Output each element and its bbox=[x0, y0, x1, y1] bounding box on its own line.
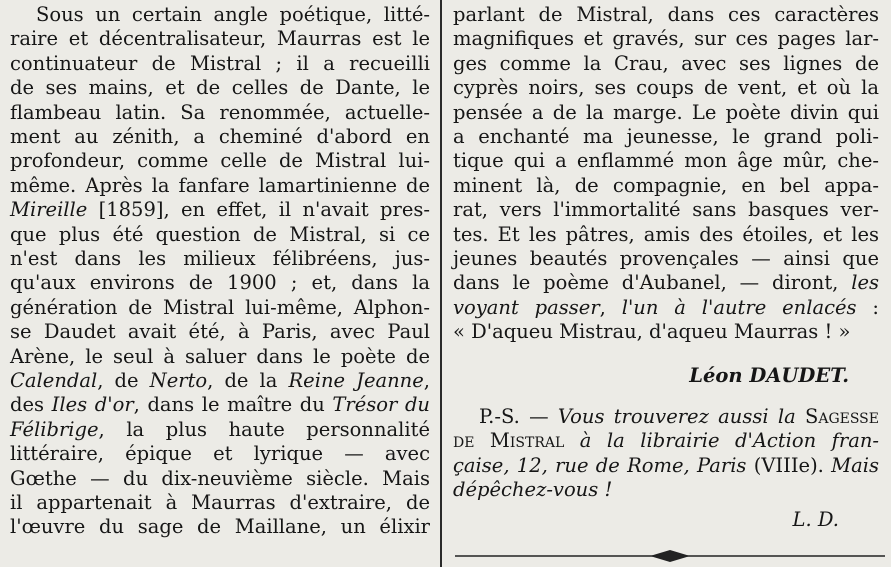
paragraph-line bbox=[453, 223, 879, 247]
postscript-line bbox=[453, 454, 879, 478]
paragraph-line bbox=[10, 491, 430, 515]
paragraph-line bbox=[10, 101, 430, 125]
text-segment: minent là, de compagnie, en bel appa- bbox=[453, 173, 879, 197]
paragraph-line bbox=[10, 76, 430, 100]
ornamental-rule bbox=[455, 548, 885, 564]
paragraph-line bbox=[453, 174, 879, 198]
text-segment: de Mistral bbox=[453, 429, 565, 453]
paragraph-line bbox=[10, 125, 430, 149]
text-segment: tique qui a enflammé mon âge mûr, che- bbox=[453, 149, 879, 173]
text-segment: , bbox=[599, 295, 622, 319]
text-segment: voyant passer bbox=[453, 295, 600, 319]
paragraph-line bbox=[453, 76, 879, 100]
paragraph-line bbox=[10, 271, 430, 295]
text-segment: Trésor du bbox=[332, 393, 430, 417]
text-segment: continuateur de Mistral ; il a recueilli bbox=[10, 51, 430, 75]
signature: Léon DAUDET. bbox=[689, 364, 849, 387]
paragraph-line bbox=[10, 149, 430, 173]
text-segment: Sagesse bbox=[804, 405, 879, 428]
paragraph-line bbox=[453, 320, 879, 344]
text-segment: jeunes beautés provençales — ainsi que bbox=[453, 247, 879, 270]
paragraph-line bbox=[10, 247, 430, 271]
text-segment: il appartenait à Maurras d'extraire, de bbox=[10, 491, 430, 514]
text-segment: Nerto bbox=[149, 369, 208, 392]
paragraph-line bbox=[453, 271, 879, 295]
paragraph-line bbox=[453, 101, 879, 125]
paragraph-line bbox=[10, 345, 430, 369]
text-segment: les bbox=[851, 271, 879, 295]
text-segment: Gœthe — du dix-neuvième siècle. Mais bbox=[10, 466, 430, 490]
text-segment: des bbox=[10, 393, 52, 417]
paragraph-line bbox=[10, 320, 430, 344]
text-segment: l'un à l'autre enlacés bbox=[621, 295, 857, 319]
column-divider bbox=[440, 0, 442, 567]
paragraph-line bbox=[10, 198, 430, 222]
text-segment: profondeur, comme celle de Mistral lui- bbox=[10, 149, 430, 173]
paragraph-line bbox=[10, 418, 430, 442]
text-segment: Félibrige bbox=[10, 417, 99, 441]
text-segment: çaise, 12, rue de Rome, Paris bbox=[453, 453, 747, 477]
text-segment: , la plus haute personnalité bbox=[98, 417, 430, 441]
paragraph-line bbox=[10, 52, 430, 76]
text-segment: l'œuvre du sage de Maillane, un élixir bbox=[10, 515, 430, 539]
text-segment: tes. Et les pâtres, amis des étoiles, et les bbox=[453, 222, 879, 246]
paragraph-line bbox=[453, 52, 879, 76]
paragraph-line bbox=[453, 125, 879, 149]
text-segment: de ses mains, et de celles de Dante, le bbox=[10, 76, 430, 100]
text-segment: Mais bbox=[831, 453, 879, 477]
paragraph-line bbox=[453, 296, 879, 320]
text-segment: dans le poème d'Aubanel, — diront, bbox=[453, 271, 852, 295]
paragraph-line bbox=[10, 223, 430, 247]
paragraph-line bbox=[10, 27, 430, 51]
paragraph-line bbox=[453, 149, 879, 173]
text-segment: se Daudet avait été, à Paris, avec Paul bbox=[10, 320, 430, 344]
text-segment: à la librairie d'Action fran- bbox=[564, 429, 879, 453]
text-segment: magnifiques et gravés, sur ces pages lar- bbox=[453, 27, 879, 51]
text-segment: Reine Jeanne bbox=[288, 369, 424, 392]
paragraph-line bbox=[10, 467, 430, 491]
text-segment: Sous un certain angle poétique, litté- bbox=[36, 3, 430, 26]
text-segment: , dans le maître du bbox=[133, 393, 333, 417]
text-segment: raire et décentralisateur, Maurras est le bbox=[10, 27, 430, 51]
text-segment: n'est dans les milieux félibréens, jus- bbox=[10, 247, 430, 270]
paragraph-line bbox=[453, 198, 879, 222]
text-segment: rat, vers l'immortalité sans basques ver- bbox=[453, 198, 879, 222]
initials: L. D. bbox=[792, 508, 839, 531]
text-segment: Calendal bbox=[10, 369, 98, 392]
text-segment: Mireille bbox=[10, 198, 88, 222]
text-segment: « D'aqueu Mistrau, d'aqueu Maurras ! » bbox=[453, 320, 851, 344]
text-segment: que plus été question de Mistral, si ce bbox=[10, 222, 430, 246]
text-segment: flambeau latin. Sa renommée, actuelle- bbox=[10, 100, 430, 124]
text-segment: même. Après la fanfare lamartinienne de bbox=[10, 173, 430, 197]
paragraph-line bbox=[10, 442, 430, 466]
paragraph-line bbox=[10, 515, 430, 539]
text-segment: ges comme la Crau, avec ses lignes de bbox=[453, 51, 879, 75]
text-segment: [1859], en effet, il n'avait pres- bbox=[87, 198, 430, 222]
paragraph-line bbox=[10, 393, 430, 417]
paragraph-line bbox=[453, 27, 879, 51]
text-segment: Arène, le seul à saluer dans le poète de bbox=[10, 344, 430, 368]
text-segment: P.-S. — bbox=[479, 405, 558, 428]
text-segment: , de la bbox=[207, 369, 289, 392]
postscript-line bbox=[453, 405, 879, 429]
text-segment: , bbox=[423, 369, 430, 392]
text-segment: génération de Mistral lui-même, Alphon- bbox=[10, 295, 430, 319]
text-segment: (VIIIe). bbox=[746, 453, 832, 477]
paragraph-line bbox=[10, 3, 430, 27]
text-segment: ment au zénith, a cheminé d'abord en bbox=[10, 125, 430, 148]
paragraph-line bbox=[10, 369, 430, 393]
text-segment: Vous trouverez aussi la bbox=[557, 405, 805, 428]
text-segment: littéraire, épique et lyrique — avec bbox=[10, 442, 430, 466]
postscript-line bbox=[453, 478, 879, 502]
paragraph-line bbox=[453, 3, 879, 27]
text-segment: : bbox=[856, 295, 879, 319]
text-segment: a enchanté ma jeunesse, le grand poli- bbox=[453, 125, 879, 148]
text-segment: pensée a de la marge. Le poète divin qui bbox=[453, 100, 879, 124]
postscript-line bbox=[453, 429, 879, 453]
paragraph-line bbox=[10, 174, 430, 198]
paragraph-line bbox=[10, 296, 430, 320]
text-segment: , de bbox=[97, 369, 150, 392]
paragraph-line bbox=[453, 247, 879, 271]
text-segment: Iles d'or bbox=[51, 393, 134, 417]
text-segment: parlant de Mistral, dans ces caractères bbox=[453, 3, 879, 26]
text-segment: cyprès noirs, ses coups de vent, et où la bbox=[453, 76, 879, 100]
text-segment: qu'aux environs de 1900 ; et, dans la bbox=[10, 271, 430, 295]
text-segment: dépêchez-vous ! bbox=[453, 478, 613, 502]
